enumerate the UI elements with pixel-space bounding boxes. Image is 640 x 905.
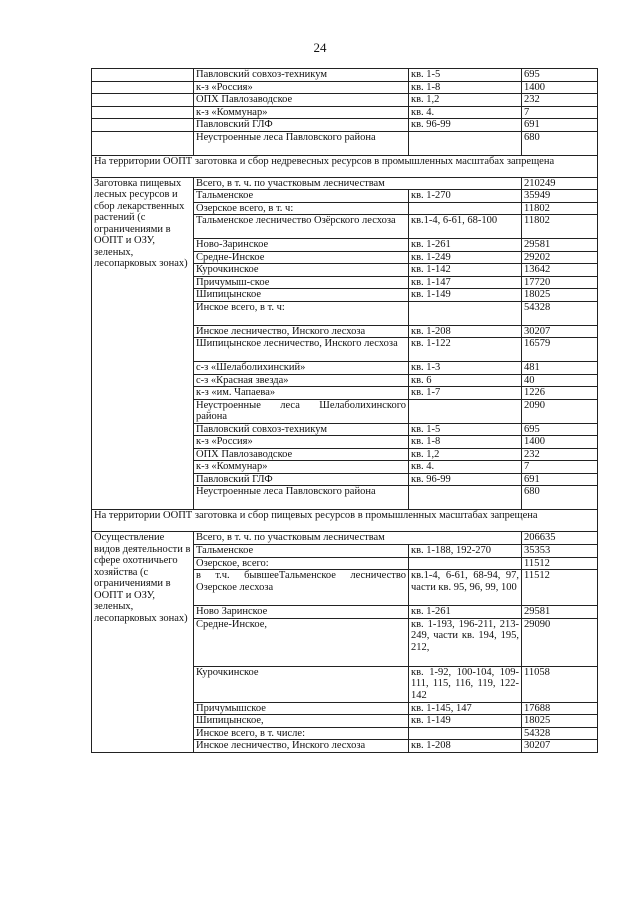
- unit-name-cell: Павловский совхоз-техникум: [194, 423, 409, 436]
- quarters-cell: кв. 1-5: [409, 423, 522, 436]
- table-row: [92, 81, 598, 94]
- unit-name-cell: с-з «Шелаболихинский»: [194, 362, 409, 375]
- unit-name-cell: Средне-Инское,: [194, 618, 409, 666]
- quarters-cell: кв. 1-208: [409, 740, 522, 753]
- unit-name-cell: Средне-Инское: [194, 251, 409, 264]
- area-cell: 232: [522, 94, 598, 107]
- section-note: На территории ООПТ заготовка и сбор пищевых ресурсов в промышленных масштабах запрещена: [92, 510, 598, 532]
- quarters-cell: кв.1-4, 6-61, 68-100: [409, 215, 522, 239]
- unit-name-cell: ОПХ Павлозаводское: [194, 94, 409, 107]
- unit-name-cell: Курочкинское: [194, 264, 409, 277]
- quarters-cell: кв. 1-149: [409, 289, 522, 302]
- quarters-cell: кв. 4.: [409, 106, 522, 119]
- unit-name-cell: Неустроенные леса Шелаболихинского района: [194, 399, 409, 423]
- unit-name-cell: Павловский ГЛФ: [194, 473, 409, 486]
- unit-name-cell: к-з «им. Чапаева»: [194, 387, 409, 400]
- quarters-cell: кв. 1-270: [409, 190, 522, 203]
- unit-name-cell: Шипицынское: [194, 289, 409, 302]
- quarters-cell: кв. 1-145, 147: [409, 702, 522, 715]
- unit-name-cell: Тальменское лесничество Озёрского лесхоза: [194, 215, 409, 239]
- quarters-cell: кв. 1-7: [409, 387, 522, 400]
- total-area-cell: 210249: [522, 177, 598, 190]
- category-cell-empty: [92, 94, 194, 107]
- unit-name-cell: Причумышское: [194, 702, 409, 715]
- area-cell: 7: [522, 106, 598, 119]
- area-cell: 232: [522, 448, 598, 461]
- section-note-row: [92, 155, 598, 177]
- table-row: [92, 106, 598, 119]
- quarters-cell: кв. 1-5: [409, 69, 522, 82]
- table-row: [92, 119, 598, 132]
- area-cell: 17688: [522, 702, 598, 715]
- quarters-cell: [409, 399, 522, 423]
- forest-resources-table: [91, 68, 598, 753]
- unit-name-cell: Ново-Заринское: [194, 239, 409, 252]
- area-cell: 16579: [522, 338, 598, 362]
- quarters-cell: кв. 1,2: [409, 448, 522, 461]
- quarters-cell: [409, 202, 522, 215]
- quarters-cell: [409, 486, 522, 510]
- area-cell: 54328: [522, 727, 598, 740]
- unit-name-cell: Инское лесничество, Инского лесхоза: [194, 325, 409, 338]
- quarters-cell: кв. 4.: [409, 461, 522, 474]
- unit-name-cell: к-з «Коммунар»: [194, 461, 409, 474]
- unit-name-cell: Курочкинское: [194, 666, 409, 702]
- area-cell: 1400: [522, 81, 598, 94]
- table-body: [92, 69, 598, 753]
- area-cell: 695: [522, 423, 598, 436]
- unit-name-cell: Неустроенные леса Павловского района: [194, 131, 409, 155]
- group-total-row: [92, 532, 598, 545]
- area-cell: 18025: [522, 715, 598, 728]
- quarters-cell: кв. 1-3: [409, 362, 522, 375]
- quarters-cell: кв. 1-193, 196-211, 213-249, части кв. 194, 195, 212,: [409, 618, 522, 666]
- unit-name-cell: Тальменское: [194, 190, 409, 203]
- quarters-cell: [409, 131, 522, 155]
- area-cell: 680: [522, 486, 598, 510]
- unit-name-cell: Инское всего, в т. ч:: [194, 301, 409, 325]
- quarters-cell: [409, 301, 522, 325]
- area-cell: 691: [522, 473, 598, 486]
- total-label: Всего, в т. ч. по участковым лесничествам: [194, 532, 522, 545]
- unit-name-cell: Павловский ГЛФ: [194, 119, 409, 132]
- unit-name-cell: Причумыш-ское: [194, 276, 409, 289]
- unit-name-cell: Озерское всего, в т. ч:: [194, 202, 409, 215]
- quarters-cell: кв. 96-99: [409, 473, 522, 486]
- area-cell: 481: [522, 362, 598, 375]
- quarters-cell: [409, 727, 522, 740]
- section-note-row: [92, 510, 598, 532]
- area-cell: 680: [522, 131, 598, 155]
- unit-name-cell: Тальменское: [194, 545, 409, 558]
- area-cell: 29581: [522, 606, 598, 619]
- quarters-cell: кв. 1-147: [409, 276, 522, 289]
- area-cell: 30207: [522, 325, 598, 338]
- table-row: [92, 131, 598, 155]
- area-cell: 18025: [522, 289, 598, 302]
- category-cell-empty: [92, 69, 194, 82]
- unit-name-cell: Инское всего, в т. числе:: [194, 727, 409, 740]
- area-cell: 7: [522, 461, 598, 474]
- unit-name-cell: в т.ч. бывшееТальменское лесничество Озерское лесхоза: [194, 570, 409, 606]
- unit-name-cell: ОПХ Павлозаводское: [194, 448, 409, 461]
- quarters-cell: кв. 1-8: [409, 436, 522, 449]
- unit-name-cell: Озерское, всего:: [194, 557, 409, 570]
- table-row: [92, 69, 598, 82]
- activity-category: Заготовка пищевых лесных ресурсов и сбор лекарственных растений (с ограничениями в ООПТ и ОЗУ, зеленых, лесопарковых зонах): [92, 177, 194, 510]
- total-area-cell: 206635: [522, 532, 598, 545]
- area-cell: 17720: [522, 276, 598, 289]
- quarters-cell: кв. 1-122: [409, 338, 522, 362]
- activity-category: Осуществление видов деятельности в сфере охотничьего хозяйства (с ограничениями в ООПТ и ОЗУ, зеленых, лесопарковых зонах): [92, 532, 194, 753]
- quarters-cell: кв. 6: [409, 374, 522, 387]
- area-cell: 40: [522, 374, 598, 387]
- table-row: [92, 94, 598, 107]
- area-cell: 30207: [522, 740, 598, 753]
- unit-name-cell: Шипицынское,: [194, 715, 409, 728]
- area-cell: 13642: [522, 264, 598, 277]
- unit-name-cell: к-з «Коммунар»: [194, 106, 409, 119]
- area-cell: 29581: [522, 239, 598, 252]
- area-cell: 11512: [522, 557, 598, 570]
- area-cell: 695: [522, 69, 598, 82]
- area-cell: 11512: [522, 570, 598, 606]
- quarters-cell: кв. 1-92, 100-104, 109-111, 115, 116, 119, 122-142: [409, 666, 522, 702]
- area-cell: 11802: [522, 202, 598, 215]
- quarters-cell: кв. 1,2: [409, 94, 522, 107]
- unit-name-cell: Инское лесничество, Инского лесхоза: [194, 740, 409, 753]
- area-cell: 691: [522, 119, 598, 132]
- unit-name-cell: Павловский совхоз-техникум: [194, 69, 409, 82]
- total-label: Всего, в т. ч. по участковым лесничествам: [194, 177, 522, 190]
- group-total-row: [92, 177, 598, 190]
- quarters-cell: кв. 1-188, 192-270: [409, 545, 522, 558]
- area-cell: 29090: [522, 618, 598, 666]
- category-cell-empty: [92, 131, 194, 155]
- page-number: 24: [313, 40, 327, 55]
- unit-name-cell: Ново Заринское: [194, 606, 409, 619]
- category-cell-empty: [92, 106, 194, 119]
- quarters-cell: кв. 96-99: [409, 119, 522, 132]
- area-cell: 1226: [522, 387, 598, 400]
- area-cell: 11058: [522, 666, 598, 702]
- quarters-cell: кв. 1-8: [409, 81, 522, 94]
- unit-name-cell: к-з «Россия»: [194, 436, 409, 449]
- area-cell: 35949: [522, 190, 598, 203]
- quarters-cell: кв. 1-149: [409, 715, 522, 728]
- quarters-cell: кв. 1-249: [409, 251, 522, 264]
- area-cell: 35353: [522, 545, 598, 558]
- area-cell: 1400: [522, 436, 598, 449]
- area-cell: 11802: [522, 215, 598, 239]
- quarters-cell: кв. 1-208: [409, 325, 522, 338]
- area-cell: 54328: [522, 301, 598, 325]
- unit-name-cell: с-з «Красная звезда»: [194, 374, 409, 387]
- area-cell: 29202: [522, 251, 598, 264]
- unit-name-cell: к-з «Россия»: [194, 81, 409, 94]
- quarters-cell: [409, 557, 522, 570]
- quarters-cell: кв. 1-261: [409, 606, 522, 619]
- area-cell: 2090: [522, 399, 598, 423]
- section-note: На территории ООПТ заготовка и сбор недревесных ресурсов в промышленных масштабах запрещена: [92, 155, 598, 177]
- quarters-cell: кв. 1-142: [409, 264, 522, 277]
- quarters-cell: кв.1-4, 6-61, 68-94, 97, части кв. 95, 96, 99, 100: [409, 570, 522, 606]
- category-cell-empty: [92, 119, 194, 132]
- category-cell-empty: [92, 81, 194, 94]
- unit-name-cell: Неустроенные леса Павловского района: [194, 486, 409, 510]
- unit-name-cell: Шипицынское лесничество, Инского лесхоза: [194, 338, 409, 362]
- quarters-cell: кв. 1-261: [409, 239, 522, 252]
